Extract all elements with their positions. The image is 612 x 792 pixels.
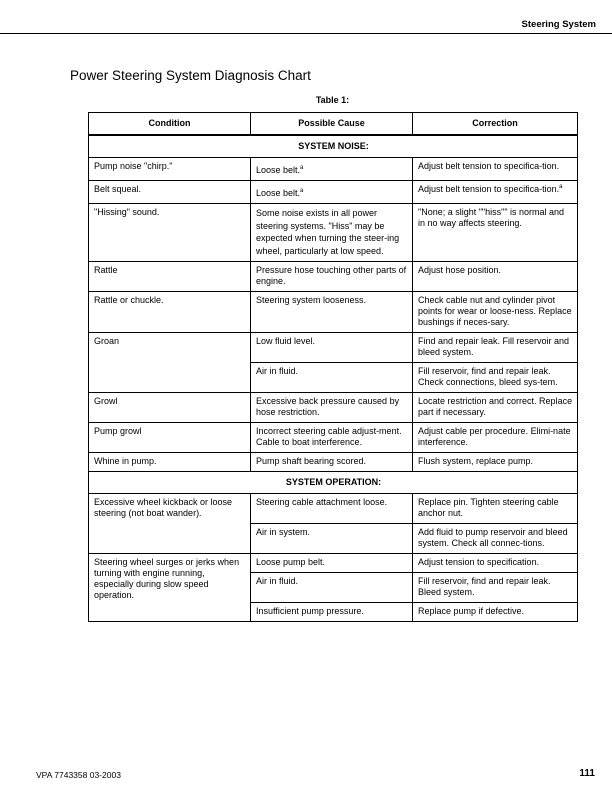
page-title: Power Steering System Diagnosis Chart xyxy=(70,68,311,83)
section-title: SYSTEM NOISE: xyxy=(89,135,578,158)
table-header-row xyxy=(89,113,578,136)
document-id: VPA 7743358 03-2003 xyxy=(36,770,121,780)
table-row xyxy=(89,204,578,262)
cause-cell: Incorrect steering cable adjust-ment. Cable to boat interference. xyxy=(251,423,413,453)
table-row xyxy=(89,554,578,573)
correction-cell: Adjust belt tension to specifica-tion.$^a$ xyxy=(413,181,578,204)
correction-cell: Flush system, replace pump. xyxy=(413,453,578,472)
table-row xyxy=(89,494,578,524)
cause-cell: Air in fluid. xyxy=(251,573,413,603)
cause-cell: Air in fluid. xyxy=(251,363,413,393)
table-row xyxy=(89,181,578,204)
cause-cell: Some noise exists in all power steering systems. "Hiss" may be expected when turning the steer-ing wheel, particularly at low speed. xyxy=(251,204,413,262)
cause-cell: Steering system looseness. xyxy=(251,292,413,333)
table-row xyxy=(89,292,578,333)
diagnosis-table xyxy=(88,112,578,622)
correction-cell: "None; a slight ""hiss"" is normal and in no way affects steering. xyxy=(413,204,578,262)
cause-cell: Air in system. xyxy=(251,524,413,554)
column-header-condition: Condition xyxy=(89,113,251,136)
condition-cell: Pump growl xyxy=(89,423,251,453)
table-row xyxy=(89,453,578,472)
correction-cell: Adjust tension to specification. xyxy=(413,554,578,573)
cause-cell: Loose pump belt. xyxy=(251,554,413,573)
condition-cell: Pump noise "chirp." xyxy=(89,158,251,181)
correction-cell: Adjust belt tension to specifica-tion. xyxy=(413,158,578,181)
cause-cell: Pressure hose touching other parts of engine. xyxy=(251,262,413,292)
condition-cell: Excessive wheel kickback or loose steering (not boat wander). xyxy=(89,494,251,554)
table-row xyxy=(89,393,578,423)
condition-cell: Growl xyxy=(89,393,251,423)
correction-cell: Fill reservoir, find and repair leak. Bleed system. xyxy=(413,573,578,603)
correction-cell: Replace pump if defective. xyxy=(413,603,578,622)
cause-cell: Loose belt.$^a$ xyxy=(251,158,413,181)
section-row-system-operation xyxy=(89,472,578,494)
table-row xyxy=(89,333,578,363)
condition-cell: "Hissing" sound. xyxy=(89,204,251,262)
section-row-system-noise xyxy=(89,135,578,158)
table-row xyxy=(89,423,578,453)
running-header-title: Steering System xyxy=(521,19,596,30)
section-title: SYSTEM OPERATION: xyxy=(89,472,578,494)
condition-cell: Steering wheel surges or jerks when turning with engine running, especially during slow speed operation. xyxy=(89,554,251,622)
table-row xyxy=(89,262,578,292)
cause-cell: Pump shaft bearing scored. xyxy=(251,453,413,472)
column-header-cause: Possible Cause xyxy=(251,113,413,136)
table-caption: Table 1: xyxy=(315,95,350,105)
table-row xyxy=(89,158,578,181)
correction-cell: Adjust hose position. xyxy=(413,262,578,292)
correction-cell: Find and repair leak. Fill reservoir and bleed system. xyxy=(413,333,578,363)
correction-cell: Adjust cable per procedure. Elimi-nate interference. xyxy=(413,423,578,453)
condition-cell: Groan xyxy=(89,333,251,393)
correction-cell: Replace pin. Tighten steering cable anchor nut. xyxy=(413,494,578,524)
correction-cell: Check cable nut and cylinder pivot points for wear or loose-ness. Replace bushings if neces-sary. xyxy=(413,292,578,333)
cause-cell: Insufficient pump pressure. xyxy=(251,603,413,622)
cause-cell: Steering cable attachment loose. xyxy=(251,494,413,524)
cause-cell: Loose belt.$^a$ xyxy=(251,181,413,204)
page-number: 111 xyxy=(579,768,595,779)
cause-cell: Excessive back pressure caused by hose restriction. xyxy=(251,393,413,423)
correction-cell: Add fluid to pump reservoir and bleed system. Check all connec-tions. xyxy=(413,524,578,554)
condition-cell: Rattle xyxy=(89,262,251,292)
header-divider xyxy=(0,33,612,34)
condition-cell: Whine in pump. xyxy=(89,453,251,472)
column-header-correction: Correction xyxy=(413,113,578,136)
correction-cell: Locate restriction and correct. Replace part if necessary. xyxy=(413,393,578,423)
condition-cell: Rattle or chuckle. xyxy=(89,292,251,333)
cause-cell: Low fluid level. xyxy=(251,333,413,363)
correction-cell: Fill reservoir, find and repair leak. Check connections, bleed sys-tem. xyxy=(413,363,578,393)
condition-cell: Belt squeal. xyxy=(89,181,251,204)
